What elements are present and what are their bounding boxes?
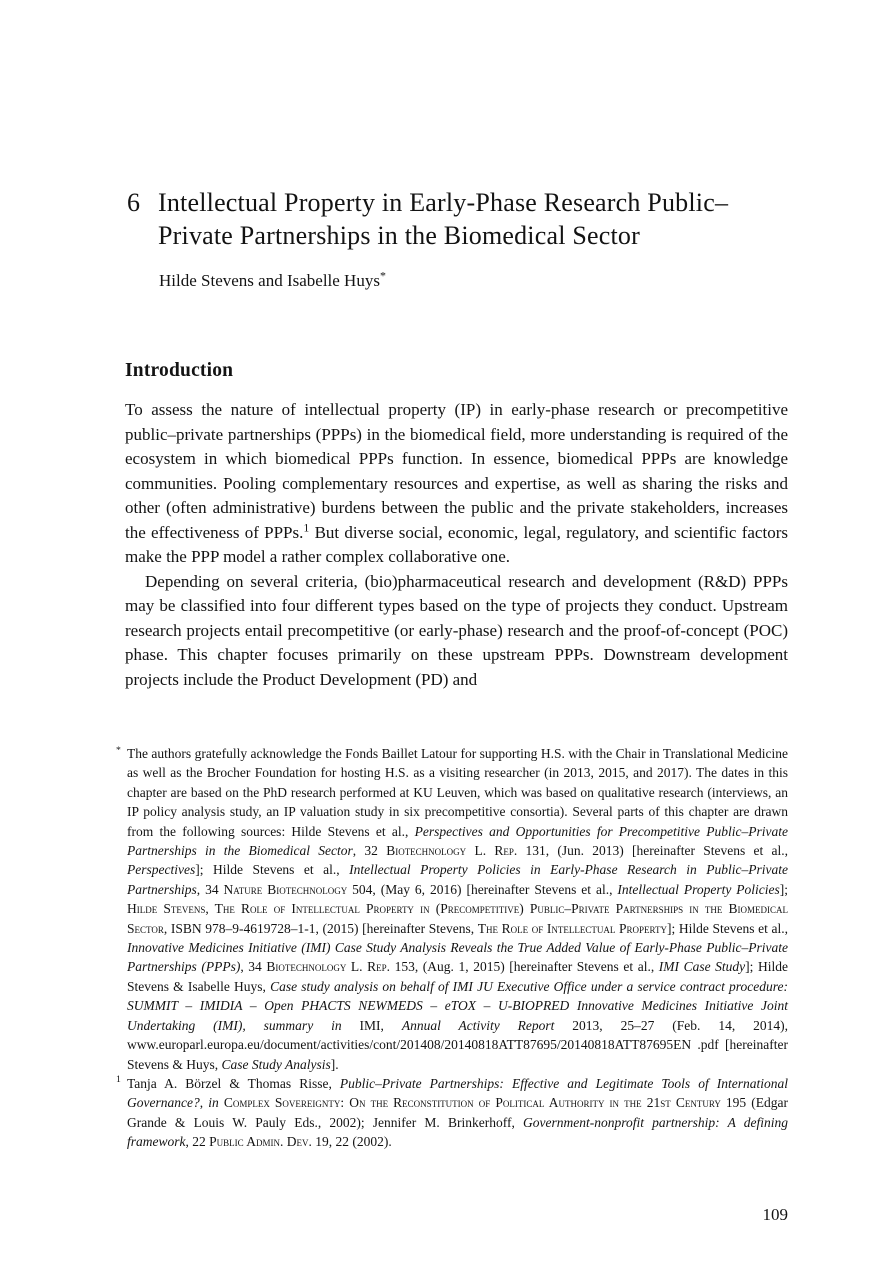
- chapter-title: Intellectual Property in Early-Phase Research Public–Private Partnerships in the Biomedical Sector: [158, 188, 729, 250]
- section-heading: Introduction: [125, 360, 234, 381]
- chapter-number: 6: [127, 188, 140, 217]
- paragraph-intro-1: To assess the nature of intellectual property (IP) in early-phase research or precompetitive public–private partnerships (PPPs) in the biomedical field, more understanding is required of the ecosystem in which biomedical PPPs function. In essence, biomedical PPPs are knowledge communities. Pooling complementary resources and expertise, as well as sharing the risks and other (often administrative) burdens between the public and the private stakeholders, increases the effectiveness of PPPs.$^1$ But diverse social, economic, legal, regulatory, and scientific factors make the PPP model a rather complex collaborative one.: [125, 400, 788, 566]
- authors-names: Hilde Stevens and Isabelle Huys: [159, 271, 380, 290]
- page-number: 109: [762, 1205, 788, 1224]
- authors-footnote-marker: *: [379, 268, 386, 283]
- footnote-star-text: The authors gratefully acknowledge the Fonds Baillet Latour for supporting H.S. with the Chair in Translational Medicine as well as the Brocher Foundation for hosting H.S. as a visiting researcher (in 2013, 2015, and 2017). The dates in this chapter are based on the PhD research performed at KU Leuven, which was based on qualitative research (interviews, an IP policy analysis study, an IP valuation study in six precompetitive consortia). Several parts of this chapter are drawn from the following sources: Hilde Stevens et al., Perspectives and Opportunities for Precompetitive Public–Private Partnerships in the Biomedical Sector, 32 Biotechnology L. Rep. 131, (Jun. 2013) [hereinafter Stevens et al., Perspectives]; Hilde Stevens et al., Intellectual Property Policies in Early-Phase Research in Public–Private Partnerships, 34 Nature Biotechnology 504, (May 6, 2016) [hereinafter Stevens et al., Intellectual Property Policies]; Hilde Stevens, The Role of Intellectual Property in (Precompetitive) Public–Private Partnerships in the Biomedical Sector, ISBN 978–9-4619728–1-1, (2015) [hereinafter Stevens, The Role of Intellectual Property]; Hilde Stevens et al., Innovative Medicines Initiative (IMI) Case Study Analysis Reveals the True Added Value of Early-Phase Public–Private Partnerships (PPPs), 34 Biotechnology L. Rep. 153, (Aug. 1, 2015) [hereinafter Stevens et al., IMI Case Study]; Hilde Stevens & Isabelle Huys, Case study analysis on behalf of IMI JU Executive Office under a service contract procedure: SUMMIT – IMIDIA – Open PHACTS NEWMEDS – eTOX – U-BIOPRED Innovative Medicines Initiative Joint Undertaking (IMI), summary in IMI, Annual Activity Report 2013, 25–27 (Feb. 14, 2014), www.europarl.europa.eu/document/activities/cont/201408/20140818ATT87695/20140818ATT87695EN .pdf [hereinafter Stevens & Huys, Case Study Analysis].: [127, 746, 789, 1072]
- footnotes-block: [116, 744, 789, 1152]
- footnote-1-text: Tanja A. Börzel & Thomas Risse, Public–Private Partnerships: Effective and Legitimate Tools of International Governance?, in Complex Sovereignty: On the Reconstitution of Political Authority in the 21st Century 195 (Edgar Grande & Louis W. Pauly Eds., 2002); Jennifer M. Brinkerhoff, Government-nonprofit partnership: A defining framework, 22 Public Admin. Dev. 19, 22 (2002).: [127, 1075, 788, 1150]
- footnote-star: * The authors gratefully acknowledge the Fonds Baillet Latour for supporting H.S. with the Chair in Translational Medicine as well as the Brocher Foundation for hosting H.S. as a visiting researcher (in 2013, 2015, and 2017). The dates in this chapter are based on the PhD research performed at KU Leuven, which was based on qualitative research (interviews, an IP policy analysis study, an IP valuation study in six precompetitive consortia). Several parts of this chapter are drawn from the following sources: Hilde Stevens et al., Perspectives and Opportunities for Precompetitive Public–Private Partnerships in the Biomedical Sector, 32 Biotechnology L. Rep. 131, (Jun. 2013) [hereinafter Stevens et al., Perspectives]; Hilde Stevens et al., Intellectual Property Policies in Early-Phase Research in Public–Private Partnerships, 34 Nature Biotechnology 504, (May 6, 2016) [hereinafter Stevens et al., Intellectual Property Policies]; Hilde Stevens, The Role of Intellectual Property in (Precompetitive) Public–Private Partnerships in the Biomedical Sector, ISBN 978–9-4619728–1-1, (2015) [hereinafter Stevens, The Role of Intellectual Property]; Hilde Stevens et al., Innovative Medicines Initiative (IMI) Case Study Analysis Reveals the True Added Value of Early-Phase Public–Private Partnerships (PPPs), 34 Biotechnology L. Rep. 153, (Aug. 1, 2015) [hereinafter Stevens et al., IMI Case Study]; Hilde Stevens & Isabelle Huys, Case study analysis on behalf of IMI JU Executive Office under a service contract procedure: SUMMIT – IMIDIA – Open PHACTS NEWMEDS – eTOX – U-BIOPRED Innovative Medicines Initiative Joint Undertaking (IMI), summary in IMI, Annual Activity Report 2013, 25–27 (Feb. 14, 2014), www.europarl.europa.eu/document/activities/cont/201408/20140818ATT87695/20140818ATT87695EN .pdf [hereinafter Stevens & Huys, Case Study Analysis].: [116, 744, 789, 1072]
- paragraph-intro-2: Depending on several criteria, (bio)pharmaceutical research and development (R&D) PPPs may be classified into four different types based on the type of projects they conduct. Upstream research projects entail precompetitive (or early-phase) research and the proof-of-concept (POC) phase. This chapter focuses primarily on these upstream PPPs. Downstream development projects include the Product Development (PD) and: [125, 571, 788, 689]
- body-text: [125, 398, 788, 692]
- authors-line: [159, 270, 386, 292]
- chapter-header: [127, 186, 790, 252]
- footnote-1: 1 Tanja A. Börzel & Thomas Risse, Public–Private Partnerships: Effective and Legitimate Tools of International Governance?, in Complex Sovereignty: On the Reconstitution of Political Authority in the 21st Century 195 (Edgar Grande & Louis W. Pauly Eds., 2002); Jennifer M. Brinkerhoff, Government-nonprofit partnership: A defining framework, 22 Public Admin. Dev. 19, 22 (2002).: [116, 1074, 788, 1150]
